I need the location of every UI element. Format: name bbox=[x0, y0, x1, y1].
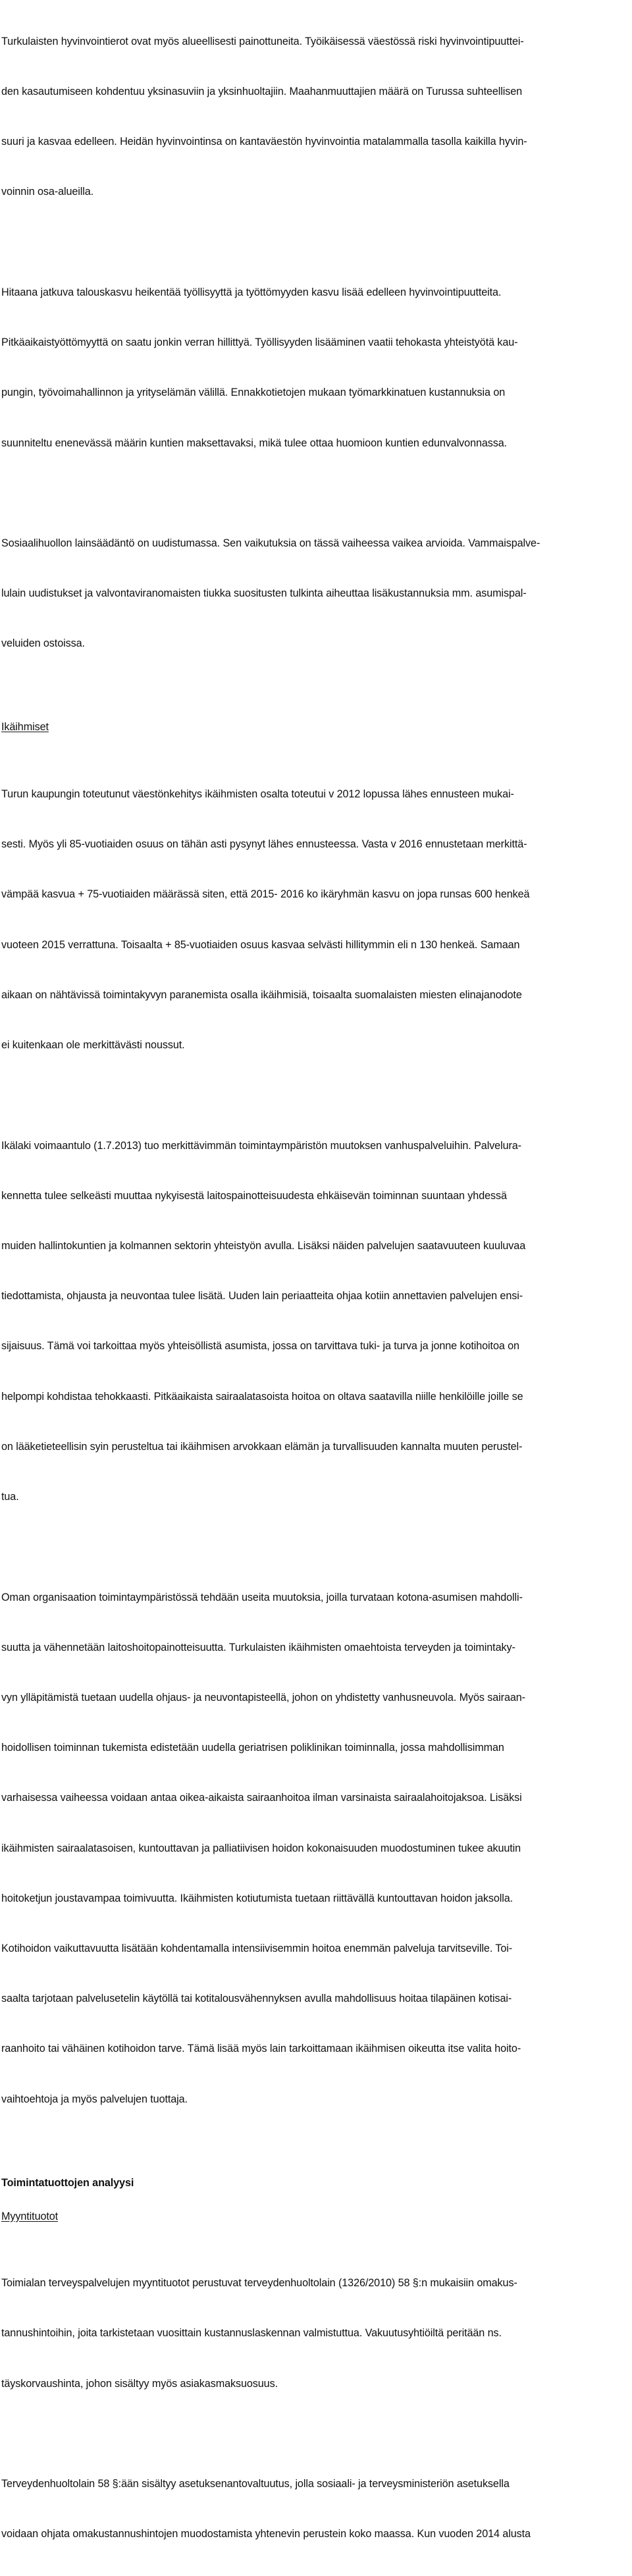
text-line: hoitoketjun joustavampaa toimivuutta. Ikäihmisten kotiutumista tuetaan riittävällä kuntouttavan hoidon jaksolla. bbox=[1, 1892, 514, 1904]
text-line: kennetta tulee selkeästi muuttaa nykyisestä laitospainotteisuudesta ehkäisevän toiminnan suuntaan yhdessä bbox=[1, 1189, 507, 1202]
text-line: on lääketieteellisin syin perusteltua tai ikäihmisen arvokkaan elämän ja turvallisuuden kannalta muuten perustel- bbox=[1, 1440, 523, 1453]
text-line: Kotihoidon vaikuttavuutta lisätään kohdentamalla intensiivisemmin hoitoa enemmän palveluja tarvitseville. Toi- bbox=[1, 1943, 513, 1955]
text-line: lulain uudistukset ja valvontaviranomaisten tiukka suositusten tulkinta aiheuttaa lisäkustannuksia mm. asumispal- bbox=[1, 587, 527, 600]
subheading-sales-income: Myyntituotot bbox=[1, 2210, 59, 2222]
text-line: aikaan on nähtävissä toimintakyvyn paranemista osalla ikäihmisiä, toisaalta suomalaisten miesten elinajanodote bbox=[1, 988, 522, 1001]
text-line: vaihtoehtoja ja myös palvelujen tuottaja. bbox=[1, 2093, 188, 2105]
text-line: voidaan ohjata omakustannushintojen muodostamista yhtenevin perustein koko maassa. Kun vuoden 2014 alusta bbox=[1, 2528, 531, 2540]
text-line: tua. bbox=[1, 1491, 19, 1503]
text-line: Turun kaupungin toteutunut väestönkehitys ikäihmisten osalta toteutui v 2012 lopussa lähes ennusteen mukai- bbox=[1, 788, 514, 801]
text-line: Ikälaki voimaantulo (1.7.2013) tuo merkittävimmän toimintaympäristön muutoksen vanhuspalveluihin. Palvelura- bbox=[1, 1139, 521, 1152]
text-line: helpompi kohdistaa tehokkaasti. Pitkäaikaista sairaalatasoista hoitoa on oltava saatavilla niille henkilöille joille se bbox=[1, 1390, 523, 1403]
text-line: vämpää kasvua + 75-vuotiaiden määrässä siten, että 2015- 2016 ko ikäryhmän kasvu on jopa runsas 600 henkeä bbox=[1, 888, 530, 901]
text-line: Turkulaisten hyvinvointierot ovat myös alueellisesti painottuneita. Työikäisessä väestössä riski hyvinvointipuuttei- bbox=[1, 35, 524, 47]
paragraph-health-services-income bbox=[1, 2241, 628, 2425]
section-heading-elderly: Ikäihmiset bbox=[1, 721, 49, 734]
text-line: den kasautumiseen kohdentuu yksinasuviin ja yksinhuoltajiin. Maahanmuuttajien määrä on Turussa suhteellisen bbox=[1, 86, 523, 98]
paragraph-welfare-differences bbox=[1, 0, 628, 234]
paragraph-health-care-act bbox=[1, 2442, 628, 2576]
text-line: muiden hallintokuntien ja kolmannen sektorin yhteistyön avulla. Lisäksi näiden palvelujen saatavuuteen kuuluvaa bbox=[1, 1239, 526, 1252]
paragraph-elderly-act bbox=[1, 1104, 628, 1540]
paragraph-social-legislation bbox=[1, 502, 628, 685]
text-line: ikäihmisten sairaalatasoisen, kuntouttavan ja palliatiivisen hoidon kokonaisuuden muodostuminen tukee akuutin bbox=[1, 1842, 521, 1854]
text-line: Terveydenhuoltolain 58 §:ään sisältyy asetuksenantovaltuutus, jolla sosiaali- ja terveysministeriön asetuksella bbox=[1, 2477, 510, 2490]
text-line: sesti. Myös yli 85-vuotiaiden osuus on tähän asti pysynyt lähes ennusteessa. Vasta v 2016 ennustetaan merkittä- bbox=[1, 838, 527, 851]
text-line: tiedottamista, ohjausta ja neuvontaa tulee lisätä. Uuden lain periaatteita ohjaa kotiin annettavien palvelujen ensi- bbox=[1, 1290, 523, 1302]
paragraph-population-development bbox=[1, 753, 628, 1087]
paragraph-employment bbox=[1, 251, 628, 485]
text-line: suutta ja vähennetään laitoshoitopainotteisuutta. Turkulaisten ikäihmisten omaehtoista terveyden ja toimintaky- bbox=[1, 1641, 515, 1653]
text-line: sijaisuus. Tämä voi tarkoittaa myös yhteisöllistä asumista, jossa on tarvittava tuki- ja turva ja jonne kotihoitoa on bbox=[1, 1340, 519, 1353]
text-line: tannushintoihin, joita tarkistetaan vuosittain kustannuslaskennan valmistuttua. Vakuutusyhtiöiltä peritään ns. bbox=[1, 2327, 502, 2340]
text-line: Toimialan terveyspalvelujen myyntituotot perustuvat terveydenhuoltolain (1326/2010) 58 §:n mukaisiin omakus- bbox=[1, 2277, 517, 2290]
text-line: pungin, työvoimahallinnon ja yrityselämän välillä. Ennakkotietojen mukaan työmarkkinatuen kustannuksia on bbox=[1, 387, 506, 399]
document-page bbox=[1, 0, 628, 2576]
section-heading-operating-income-analysis: Toimintatuottojen analyysi bbox=[1, 2176, 134, 2189]
text-line: varhaisessa vaiheessa voidaan antaa oikea-aikaista sairaanhoitoa ilman varsinaista sairaalahoitojaksoa. Lisäksi bbox=[1, 1792, 522, 1804]
text-line: vyn ylläpitämistä tuetaan uudella ohjaus- ja neuvontapisteellä, johon on yhdistetty vanhusneuvola. Myös sairaan- bbox=[1, 1691, 525, 1704]
text-line: ei kuitenkaan ole merkittävästi noussut. bbox=[1, 1039, 185, 1052]
text-line: suuri ja kasvaa edelleen. Heidän hyvinvointinsa on kantaväestön hyvinvointia matalammalla tasolla kaikilla hyvin- bbox=[1, 136, 527, 148]
text-line: täyskorvaushinta, johon sisältyy myös asiakasmaksuosuus. bbox=[1, 2377, 278, 2390]
paragraph-organisation-changes bbox=[1, 1556, 628, 2141]
text-line: voinnin osa-alueilla. bbox=[1, 186, 94, 198]
text-line: suunniteltu enenevässä määrin kuntien maksettavaksi, mikä tulee ottaa huomioon kuntien edunvalvonnassa. bbox=[1, 437, 508, 449]
text-line: Oman organisaation toimintaympäristössä tehdään useita muutoksia, joilla turvataan kotona-asumisen mahdolli- bbox=[1, 1591, 523, 1603]
text-line: veluiden ostoissa. bbox=[1, 637, 85, 650]
text-line: raanhoito tai vähäinen kotihoidon tarve. Tämä lisää myös lain tarkoittamaan ikäihmisen oikeutta itse valita hoito- bbox=[1, 2043, 521, 2055]
text-line: hoidollisen toiminnan tukemista edistetään uudella geriatrisen poliklinikan toiminnalla, jossa mahdollisimman bbox=[1, 1742, 504, 1754]
text-line: Pitkäaikaistyöttömyyttä on saatu jonkin verran hillittyä. Työllisyyden lisääminen vaatii tehokasta yhteistyötä kau- bbox=[1, 336, 518, 349]
text-line: Sosiaalihuollon lainsäädäntö on uudistumassa. Sen vaikutuksia on tässä vaiheessa vaikea arvioida. Vammaispalve- bbox=[1, 537, 540, 549]
text-line: Hitaana jatkuva talouskasvu heikentää työllisyyttä ja työttömyyden kasvu lisää edelleen hyvinvointipuutteita. bbox=[1, 286, 502, 298]
text-line: saalta tarjotaan palvelusetelin käytöllä tai kotitalousvähennyksen avulla mahdollisuus hoitaa tilapäinen kotisai- bbox=[1, 1993, 512, 2005]
text-line: vuoteen 2015 verrattuna. Toisaalta + 85-vuotiaiden osuus kasvaa selvästi hillitymmin eli n 130 henkeä. Samaan bbox=[1, 938, 520, 951]
